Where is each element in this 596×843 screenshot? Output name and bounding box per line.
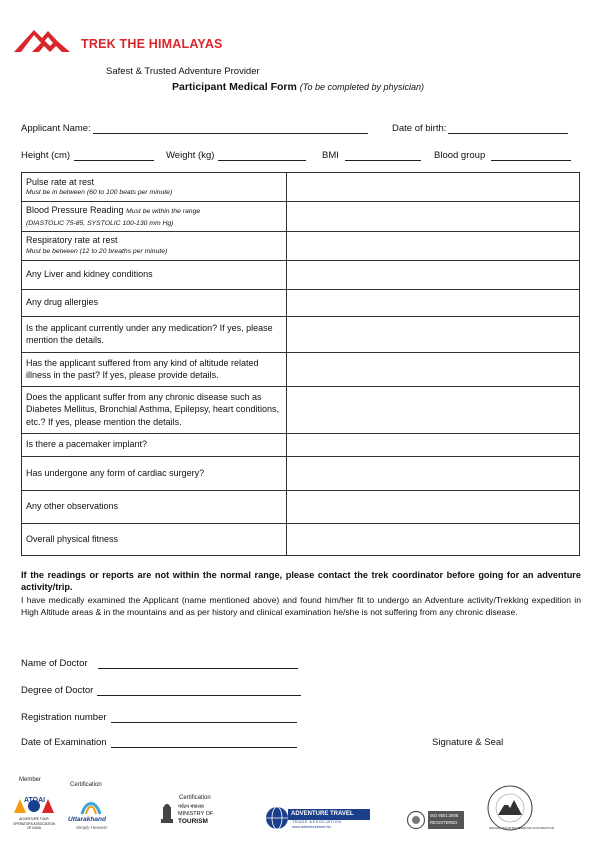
chronic-disease-answer[interactable] [287, 386, 580, 433]
pulse-label: Pulse rate at rest [26, 176, 95, 187]
doctor-name-line[interactable] [98, 659, 298, 669]
liver-kidney-label: Any Liver and kidney conditions [22, 260, 287, 289]
form-title [0, 81, 596, 93]
table-row [22, 231, 580, 260]
bmi-label: BMI [322, 150, 339, 161]
uttarakhand-icon [66, 796, 116, 816]
physical-fitness-answer[interactable] [287, 523, 580, 555]
other-observations-answer[interactable] [287, 490, 580, 523]
exam-date-line[interactable] [111, 738, 297, 748]
title-sub: (To be completed by physician) [299, 82, 425, 92]
bp-answer[interactable] [287, 202, 580, 232]
atta-line-1: ADVENTURE TRAVEL [288, 809, 370, 820]
iso-seal-icon [406, 810, 426, 830]
cardiac-surgery-answer[interactable] [287, 456, 580, 490]
exam-date-label: Date of Examination [21, 737, 107, 748]
globe-icon [264, 806, 290, 830]
uttarakhand-sub: Simply Heaven! [76, 825, 108, 830]
dob-label: Date of birth: [392, 123, 447, 134]
height-line[interactable] [74, 151, 154, 161]
liver-kidney-answer[interactable] [287, 260, 580, 289]
height-label: Height (cm) [21, 150, 71, 161]
member-label: Member [19, 777, 42, 783]
ministry-hindi: पर्यटन मंत्रालय [178, 804, 204, 810]
respiratory-answer[interactable] [287, 231, 580, 260]
table-row [22, 490, 580, 523]
doctor-name-label: Name of Doctor [21, 658, 88, 669]
pulse-answer[interactable] [287, 173, 580, 202]
mountain-logo-icon [14, 26, 84, 54]
iso-logo [406, 810, 464, 830]
row-label [22, 202, 287, 232]
bmi-line[interactable] [345, 151, 421, 161]
weight-field[interactable] [166, 150, 306, 161]
cardiac-surgery-label: Has undergone any form of cardiac surgery? [22, 456, 287, 490]
weight-label: Weight (kg) [166, 150, 215, 161]
table-row [22, 352, 580, 386]
table-row [22, 523, 580, 555]
bp-note: (DIASTOLIC 75-85, SYSTOLIC 100-130 mm Hg) [26, 219, 174, 227]
physical-fitness-label: Overall physical fitness [22, 523, 287, 555]
registration-label: Registration number [21, 712, 107, 723]
bmi-field[interactable] [322, 150, 421, 161]
table-row [22, 433, 580, 456]
uttarakhand-logo [66, 796, 116, 832]
certification-label-2: Certification [179, 795, 211, 801]
iso-line-2: REGISTERED [430, 820, 458, 825]
medication-answer[interactable] [287, 316, 580, 352]
uttarakhand-name: Uttarakhand [68, 816, 106, 823]
blood-group-field[interactable] [434, 150, 571, 161]
iso-box [428, 811, 464, 829]
pacemaker-answer[interactable] [287, 433, 580, 456]
pacemaker-label: Is there a pacemaker implant? [22, 433, 287, 456]
height-field[interactable] [21, 150, 154, 161]
applicant-name-label: Applicant Name: [21, 123, 91, 134]
iso-line-1: ISO 9001:2008 [430, 813, 459, 818]
atta-line-2: TRADE ASSOCIATION [292, 820, 342, 824]
title-main: Participant Medical Form [171, 81, 297, 93]
degree-label: Degree of Doctor [21, 685, 94, 696]
emblem-icon [160, 803, 174, 827]
imf-text: INDIAN MOUNTAINEERING FOUNDATION [489, 826, 555, 830]
doctor-name-field[interactable] [21, 658, 298, 669]
brand-logo [14, 26, 264, 62]
altitude-illness-answer[interactable] [287, 352, 580, 386]
respiratory-note: Must be between (12 to 20 breaths per minute) [26, 247, 168, 255]
blood-group-line[interactable] [491, 151, 571, 161]
bp-label: Blood Pressure Reading [26, 205, 124, 215]
dob-line[interactable] [448, 124, 568, 134]
medication-label: Is the applicant currently under any medication? If yes, please mention the details. [22, 316, 287, 352]
chronic-disease-label: Does the applicant suffer from any chronic disease such as Diabetes Mellitus, Bronchial Asthma, Epilepsy, heart conditions, etc.? If yes, please mention the details. [22, 386, 287, 433]
ministry-line-1: MINISTRY OF [178, 811, 214, 817]
ministry-line-2: TOURISM [178, 818, 208, 825]
bp-inline-note: Must be within the range [126, 208, 201, 215]
table-row [22, 386, 580, 433]
drug-allergies-label: Any drug allergies [22, 289, 287, 316]
applicant-name-field[interactable] [21, 123, 368, 134]
exam-date-field[interactable] [21, 737, 297, 748]
drug-allergies-answer[interactable] [287, 289, 580, 316]
imf-seal-icon [486, 784, 534, 832]
applicant-name-line[interactable] [93, 124, 368, 134]
table-row [22, 456, 580, 490]
declaration: I have medically examined the Applicant (name mentioned above) and found him/her fit to undergo an Adventure activity/Trekking expedition in High Altitude areas & in the mountains and as per history and clinical examination he/she is not suffering from any chronic disease. [21, 595, 581, 617]
table-row [22, 316, 580, 352]
table-row [22, 173, 580, 202]
atoai-sub: ADVENTURE TOUR OPERATORS ASSOCIATION OF INDIA [13, 817, 55, 830]
tagline: Safest & Trusted Adventure Provider [106, 66, 260, 77]
degree-field[interactable] [21, 685, 301, 696]
certification-label: Certification [70, 782, 102, 788]
atoai-logo [12, 795, 56, 831]
blood-group-label: Blood group [434, 150, 486, 161]
imf-logo [486, 784, 555, 832]
pulse-note: Must be in between (60 to 100 beats per minute) [26, 189, 173, 197]
signature-seal-label: Signature & Seal [432, 737, 504, 748]
row-label [22, 231, 287, 260]
table-row [22, 260, 580, 289]
ministry-tourism-logo [160, 803, 232, 831]
other-observations-label: Any other observations [22, 490, 287, 523]
respiratory-label: Respiratory rate at rest [26, 235, 118, 246]
brand-name: TREK THE HIMALAYAS [81, 37, 223, 51]
degree-line[interactable] [97, 686, 301, 696]
table-row [22, 289, 580, 316]
altitude-illness-label: Has the applicant suffered from any kind of altitude related illness in the past? If yes, please provide details. [22, 352, 287, 386]
atta-logo [264, 806, 372, 830]
range-notice: If the readings or reports are not within the normal range, please contact the trek coordinator before going for an adventure activity/trip. [21, 570, 581, 592]
atta-line-3: www.adventuretravel.biz [292, 825, 331, 829]
medical-table [21, 172, 580, 556]
table-row [22, 202, 580, 232]
registration-line[interactable] [111, 713, 297, 723]
row-label [22, 173, 287, 202]
registration-field[interactable] [21, 712, 297, 723]
atoai-name: ATOAI [24, 797, 46, 804]
dob-field[interactable] [392, 123, 568, 134]
weight-line[interactable] [218, 151, 306, 161]
